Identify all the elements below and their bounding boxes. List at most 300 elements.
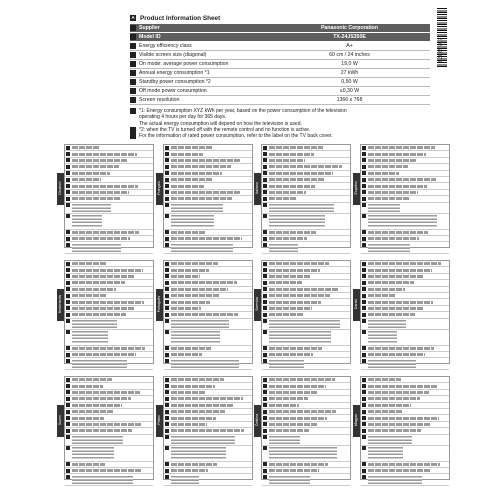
panel-row-icon <box>263 319 267 323</box>
panel-row-icon <box>362 300 366 304</box>
panel-row-text <box>368 353 425 356</box>
panel-row-text <box>269 320 340 328</box>
panel-row-icon <box>362 243 366 247</box>
panel-row-text <box>368 172 399 175</box>
panel-row <box>65 446 153 462</box>
panel-row <box>361 330 449 346</box>
info-row <box>130 96 430 105</box>
panel-row-icon <box>165 410 169 414</box>
panel-row <box>164 446 252 462</box>
panel-row-text <box>269 269 320 272</box>
row-number-icon <box>130 43 136 49</box>
panel-row-text <box>368 307 424 310</box>
language-tab <box>57 405 64 437</box>
panel-row-text <box>72 178 101 181</box>
panel-row-icon <box>165 378 169 382</box>
row-number-icon <box>130 88 136 94</box>
panel-row-icon <box>263 410 267 414</box>
panel-row <box>65 242 153 253</box>
panel-row-text <box>171 204 223 212</box>
panel-row-text <box>269 281 302 284</box>
language-name: Français <box>157 181 161 195</box>
language-panel <box>58 376 154 480</box>
panel-row-icon <box>165 390 169 394</box>
panel-row-icon <box>66 300 70 304</box>
panel-row-icon <box>362 446 366 450</box>
panel-row-icon <box>165 416 169 420</box>
panel-row-text <box>72 417 104 420</box>
footnote-number-icon <box>130 133 136 139</box>
panel-row-text <box>72 231 139 234</box>
language-name: Polski <box>157 415 161 425</box>
footnote-text <box>139 133 333 139</box>
panel-row-text <box>368 436 412 444</box>
language-panel <box>58 144 154 248</box>
panel-row <box>164 358 252 369</box>
panel-row-text <box>72 410 113 413</box>
panel-row-icon <box>165 197 169 201</box>
panel-row-icon <box>66 390 70 394</box>
panel-row-text <box>368 313 415 316</box>
panel-row-icon <box>362 158 366 162</box>
row-value: 0,50 W <box>269 78 430 87</box>
panel-row-text <box>368 469 431 472</box>
panel-row-icon <box>263 397 267 401</box>
panel-row <box>262 214 350 230</box>
panel-row-text <box>171 281 237 284</box>
panel-row-text <box>72 153 137 156</box>
panel-row-text <box>72 320 117 328</box>
panel-row-text <box>72 447 114 460</box>
panel-row-icon <box>362 410 366 414</box>
panel-row-icon <box>165 313 169 317</box>
row-value: 19,0 W <box>269 60 430 69</box>
panel-row-icon <box>165 203 169 207</box>
row-number-icon <box>130 25 136 31</box>
panel-row-text <box>368 288 405 291</box>
panel-row-icon <box>362 384 366 388</box>
panel-row <box>361 242 449 253</box>
panel-row-text <box>171 294 219 297</box>
row-number-icon <box>130 61 136 67</box>
panel-row-icon <box>66 184 70 188</box>
panel-row-text <box>269 197 297 200</box>
footnote <box>130 133 430 139</box>
panel-row-text <box>269 353 313 356</box>
panel-row-icon <box>66 197 70 201</box>
panel-row-text <box>72 159 128 162</box>
panel-row-text <box>171 331 220 344</box>
language-tab <box>156 405 163 437</box>
panel-row-icon <box>165 237 169 241</box>
panel-row-icon <box>263 300 267 304</box>
panel-row-icon <box>263 390 267 394</box>
panel-row <box>361 474 449 485</box>
barcode <box>437 8 455 70</box>
panel-row-icon <box>362 262 366 266</box>
panel-row <box>361 358 449 369</box>
panel-row-icon <box>362 353 366 357</box>
panel-row-text <box>269 331 331 344</box>
panel-row-icon <box>165 397 169 401</box>
panel-row-icon <box>66 469 70 473</box>
panel-row-text <box>72 269 143 272</box>
panel-row-text <box>368 404 411 407</box>
panel-row-icon <box>66 384 70 388</box>
row-label: Supplier <box>137 24 269 33</box>
panel-row <box>262 435 350 446</box>
panel-row-icon <box>66 287 70 291</box>
panel-row-icon <box>362 294 366 298</box>
panel-row-icon <box>165 403 169 407</box>
row-icon-cell <box>130 33 137 42</box>
panel-row-text <box>171 244 233 252</box>
info-row <box>130 24 430 33</box>
row-value: ≤0,30 W <box>269 87 430 96</box>
panel-row-icon <box>165 346 169 350</box>
panel-row-icon <box>362 330 366 334</box>
panel-row-icon <box>263 435 267 439</box>
panel-row-text <box>72 146 100 149</box>
panel-row-text <box>171 423 207 426</box>
panel-row-text <box>368 262 441 265</box>
row-label: Screen resolution <box>137 96 269 105</box>
panel-row-text <box>72 353 136 356</box>
panel-row-text <box>72 294 107 297</box>
panel-row-text <box>72 244 121 252</box>
panel-row-icon <box>66 359 70 363</box>
panel-row-icon <box>66 446 70 450</box>
panel-row <box>65 319 153 330</box>
panel-row-icon <box>362 422 366 426</box>
panel-row-icon <box>165 462 169 466</box>
language-tab <box>353 173 360 205</box>
panel-row-text <box>368 237 419 240</box>
panel-row-text <box>368 417 439 420</box>
panel-row <box>262 242 350 253</box>
panel-row-text <box>368 191 418 194</box>
panel-row-icon <box>66 214 70 218</box>
language-tab <box>254 173 261 205</box>
language-panels-grid <box>58 144 452 490</box>
panel-row-icon <box>66 262 70 266</box>
panel-row-icon <box>362 203 366 207</box>
panel-row-text <box>72 313 126 316</box>
panel-row-icon <box>165 359 169 363</box>
panel-row-icon <box>165 178 169 182</box>
panel-row-icon <box>165 287 169 291</box>
row-label: Annual energy consumption *1 <box>137 69 269 78</box>
row-icon-cell <box>130 69 137 78</box>
language-panel <box>255 144 351 248</box>
panel-row-icon <box>165 274 169 278</box>
panel-row-icon <box>66 268 70 272</box>
panel-row-text <box>368 146 435 149</box>
panel-row-icon <box>165 429 169 433</box>
panel-row-text <box>72 237 130 240</box>
panel-rows <box>164 261 252 370</box>
panel-row-icon <box>66 230 70 234</box>
panel-row-text <box>72 185 138 188</box>
panel-row-text <box>72 262 106 265</box>
panel-row-icon <box>66 294 70 298</box>
panel-row-icon <box>165 146 169 150</box>
panel-row-text <box>368 331 397 344</box>
panel-row-icon <box>263 184 267 188</box>
panel-row-icon <box>263 171 267 175</box>
row-value: 27 kWh <box>269 69 430 78</box>
panel-row-text <box>72 436 123 444</box>
panel-row-text <box>171 347 211 350</box>
panel-row-icon <box>165 294 169 298</box>
panel-row-text <box>72 191 129 194</box>
panel-row-text <box>72 378 112 381</box>
panel-row-text <box>171 301 210 304</box>
panel-row <box>164 474 252 485</box>
panel-row-icon <box>165 435 169 439</box>
panel-rows <box>65 377 153 486</box>
panel-row-text <box>269 294 330 297</box>
panel-row-icon <box>263 178 267 182</box>
panel-row-icon <box>263 429 267 433</box>
panel-row-icon <box>66 319 70 323</box>
panel-row-text <box>171 288 228 291</box>
panel-row-text <box>171 353 202 356</box>
panel-row-icon <box>263 158 267 162</box>
panel-row-text <box>368 476 422 484</box>
row-label: Standby power consumption *2 <box>137 78 269 87</box>
panel-row <box>361 214 449 230</box>
panel-row-text <box>269 436 300 444</box>
panel-row-icon <box>362 313 366 317</box>
panel-row-icon <box>263 306 267 310</box>
sheet-title: Product Information Sheet <box>140 14 221 22</box>
panel-row-icon <box>165 165 169 169</box>
panel-row-text <box>269 153 314 156</box>
panel-row-icon <box>263 230 267 234</box>
language-name: Magyar <box>354 414 358 426</box>
panel-row-text <box>269 397 308 400</box>
footnote-line: operating 4 hours per day for 365 days. <box>139 114 227 121</box>
panel-row-text <box>269 410 336 413</box>
panel-row-icon <box>362 214 366 218</box>
row-value: A+ <box>269 42 430 51</box>
panel-row-icon <box>263 359 267 363</box>
panel-row-text <box>269 391 317 394</box>
row-icon-cell <box>130 24 137 33</box>
panel-row-icon <box>362 165 366 169</box>
panel-row-icon <box>362 435 366 439</box>
panel-row-icon <box>362 390 366 394</box>
panel-row-icon <box>362 171 366 175</box>
panel-row-text <box>171 447 226 460</box>
panel-row-text <box>269 378 335 381</box>
panel-row-icon <box>165 281 169 285</box>
info-row <box>130 78 430 87</box>
panel-row-icon <box>263 203 267 207</box>
panel-row-text <box>368 429 421 432</box>
panel-row <box>262 446 350 462</box>
panel-row-text <box>269 159 305 162</box>
panel-row-icon <box>263 330 267 334</box>
panel-row-icon <box>362 146 366 150</box>
panel-row-icon <box>66 330 70 334</box>
row-value: 1366 x 768 <box>269 96 430 105</box>
panel-row-icon <box>165 319 169 323</box>
panel-row-text <box>171 262 218 265</box>
panel-row-text <box>269 360 304 368</box>
panel-row-text <box>72 331 108 344</box>
panel-row-icon <box>362 475 366 479</box>
panel-row-text <box>171 165 231 168</box>
panel-row <box>164 319 252 330</box>
footnote-line: For the information of rated power consumption, refer to the label on the TV back cover. <box>139 133 333 140</box>
language-name: Português <box>157 295 161 313</box>
panel-row-icon <box>362 346 366 350</box>
panel-row-text <box>269 237 307 240</box>
row-icon-cell <box>130 78 137 87</box>
panel-row-icon <box>165 243 169 247</box>
panel-rows <box>164 377 252 486</box>
panel-row-icon <box>66 237 70 241</box>
language-panel <box>58 260 154 364</box>
row-icon-cell <box>130 87 137 96</box>
panel-row-text <box>368 294 396 297</box>
panel-row-icon <box>66 158 70 162</box>
panel-row-icon <box>362 152 366 156</box>
panel-row-icon <box>263 281 267 285</box>
panel-row-text <box>171 159 240 162</box>
language-tab <box>156 289 163 321</box>
panel-row-text <box>368 269 432 272</box>
panel-row <box>262 474 350 485</box>
row-label: On mode: average power consumption <box>137 60 269 69</box>
panel-row-icon <box>263 475 267 479</box>
info-row <box>130 60 430 69</box>
panel-row-text <box>171 231 205 234</box>
language-tab <box>57 289 64 321</box>
panel-row-icon <box>66 274 70 278</box>
panel-rows <box>361 261 449 370</box>
panel-row-text <box>171 378 224 381</box>
panel-row-icon <box>362 378 366 382</box>
panel-row-text <box>72 215 102 228</box>
panel-row-icon <box>66 178 70 182</box>
panel-row <box>361 203 449 214</box>
panel-row-icon <box>165 300 169 304</box>
panel-row-text <box>171 146 212 149</box>
panel-row-icon <box>263 422 267 426</box>
language-name: Čeština <box>255 413 259 427</box>
panel-row-icon <box>66 281 70 285</box>
language-name: Dansk <box>354 298 358 310</box>
panel-row-icon <box>362 397 366 401</box>
panel-row-text <box>269 288 339 291</box>
panel-row-icon <box>263 416 267 420</box>
panel-row-text <box>269 469 319 472</box>
panel-rows <box>361 145 449 254</box>
panel-row-text <box>368 204 400 212</box>
panel-row-text <box>72 463 105 466</box>
panel-row-icon <box>362 281 366 285</box>
panel-row-text <box>269 172 333 175</box>
panel-row-icon <box>263 152 267 156</box>
panel-row-icon <box>263 446 267 450</box>
panel-row-icon <box>66 410 70 414</box>
panel-row <box>65 358 153 369</box>
panel-row-icon <box>165 230 169 234</box>
panel-row-text <box>269 146 323 149</box>
language-panel <box>354 144 450 248</box>
panel-row-icon <box>362 429 366 433</box>
panel-rows <box>65 261 153 370</box>
panel-row-text <box>72 391 140 394</box>
panel-row-text <box>269 313 303 316</box>
panel-row-icon <box>263 268 267 272</box>
language-panel <box>354 376 450 480</box>
panel-row-icon <box>263 378 267 382</box>
panel-row-text <box>72 281 125 284</box>
panel-row-text <box>269 215 325 228</box>
panel-row-icon <box>263 403 267 407</box>
panel-row-text <box>269 301 321 304</box>
panel-row-text <box>72 165 119 168</box>
language-panel <box>157 260 253 364</box>
section-badge: A <box>131 15 135 20</box>
panel-row-text <box>171 153 203 156</box>
panel-row-text <box>269 191 306 194</box>
panel-row-text <box>368 281 414 284</box>
panel-row-text <box>269 476 310 484</box>
panel-row-icon <box>66 397 70 401</box>
row-label: Visible screen size (diagonal) <box>137 51 269 60</box>
panel-row-icon <box>165 422 169 426</box>
panel-row-icon <box>263 462 267 466</box>
panel-row-icon <box>263 214 267 218</box>
panel-row-text <box>368 391 429 394</box>
footnote-number-icon <box>130 127 136 133</box>
panel-row-icon <box>66 475 70 479</box>
panel-row-icon <box>165 446 169 450</box>
panel-row-text <box>368 320 406 328</box>
panel-row-icon <box>66 435 70 439</box>
panel-row <box>164 242 252 253</box>
panel-row-icon <box>66 171 70 175</box>
panel-row-text <box>171 397 243 400</box>
product-info-table <box>130 24 430 105</box>
panel-row-text <box>72 301 144 304</box>
row-icon-cell <box>130 42 137 51</box>
panel-row-text <box>171 172 222 175</box>
info-sheet-top <box>130 13 430 139</box>
language-tab <box>254 405 261 437</box>
panel-row-icon <box>362 184 366 188</box>
language-name: Svenska <box>255 297 259 311</box>
row-number-icon <box>130 52 136 58</box>
panel-row-icon <box>66 416 70 420</box>
panel-row <box>164 214 252 230</box>
language-panel <box>157 144 253 248</box>
panel-row-icon <box>165 353 169 357</box>
panel-row-icon <box>66 313 70 317</box>
language-name: Español <box>354 181 358 195</box>
language-name: Deutsch <box>58 181 62 195</box>
panel-row-icon <box>66 462 70 466</box>
row-label: Energy efficiency class <box>137 42 269 51</box>
row-number-icon <box>130 70 136 76</box>
panel-row-text <box>72 385 103 388</box>
panel-row <box>262 358 350 369</box>
